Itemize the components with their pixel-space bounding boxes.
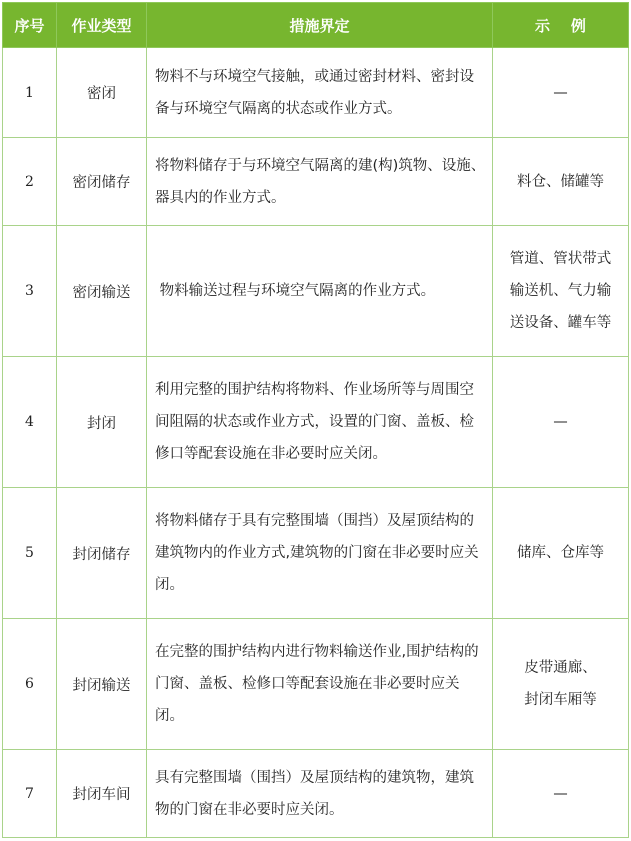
row-desc: 利用完整的围护结构将物料、作业场所等与周围空间阻隔的状态或作业方式，设置的门窗、盖板、检修口等配套设施在非必要时应关闭。 [147,357,493,488]
table-body [3,48,629,838]
row-example [493,138,629,226]
table-row [3,357,629,488]
header-example: 示 例 [493,3,629,48]
table-row [3,488,629,619]
example-line: 封闭车厢等 [524,692,597,708]
row-num: 2 [3,138,57,226]
header-row [3,3,629,48]
row-num: 5 [3,488,57,619]
row-num: 4 [3,357,57,488]
example-line: 输送机、气力输 [509,283,612,299]
example-line: 管道、管状带式 [509,251,612,267]
row-num: 3 [3,226,57,357]
example-line: 料仓、储罐等 [517,173,604,190]
example-line: 皮带通廊、 [524,660,597,676]
row-desc: 物料输送过程与环境空气隔离的作业方式。 [147,226,493,357]
table-row [3,48,629,138]
row-type: 封闭储存 [57,488,147,619]
row-type: 封闭输送 [57,619,147,750]
row-type: 密闭输送 [57,226,147,357]
row-desc: 具有完整围墙（围挡）及屋顶结构的建筑物，建筑物的门窗在非必要时应关闭。 [147,750,493,838]
header-type: 作业类型 [57,3,147,48]
example-line: — [553,84,568,101]
row-num: 1 [3,48,57,138]
row-num: 7 [3,750,57,838]
row-desc: 将物料储存于与环境空气隔离的建(构)筑物、设施、器具内的作业方式。 [147,138,493,226]
row-example [493,619,629,750]
row-type: 封闭车间 [57,750,147,838]
row-example [493,357,629,488]
row-type: 密闭储存 [57,138,147,226]
row-num: 6 [3,619,57,750]
example-line: 储库、仓库等 [517,545,604,561]
table-row [3,226,629,357]
row-desc: 物料不与环境空气接触，或通过密封材料、密封设备与环境空气隔离的状态或作业方式。 [147,48,493,138]
row-example [493,48,629,138]
row-example [493,226,629,357]
row-example [493,488,629,619]
row-type: 封闭 [57,357,147,488]
row-example [493,750,629,838]
example-line: — [553,414,568,430]
table-header [3,3,629,48]
row-desc: 在完整的围护结构内进行物料输送作业,围护结构的门窗、盖板、检修口等配套设施在非必要时应关闭。 [147,619,493,750]
table-row [3,750,629,838]
example-line: — [553,785,568,802]
header-desc: 措施界定 [147,3,493,48]
example-line: 送设备、罐车等 [509,315,612,331]
table-row [3,619,629,750]
row-desc: 将物料储存于具有完整围墙（围挡）及屋顶结构的建筑物内的作业方式,建筑物的门窗在非必要时应关闭。 [147,488,493,619]
table-row [3,138,629,226]
header-num: 序号 [3,3,57,48]
measures-table [2,2,629,838]
row-type: 密闭 [57,48,147,138]
